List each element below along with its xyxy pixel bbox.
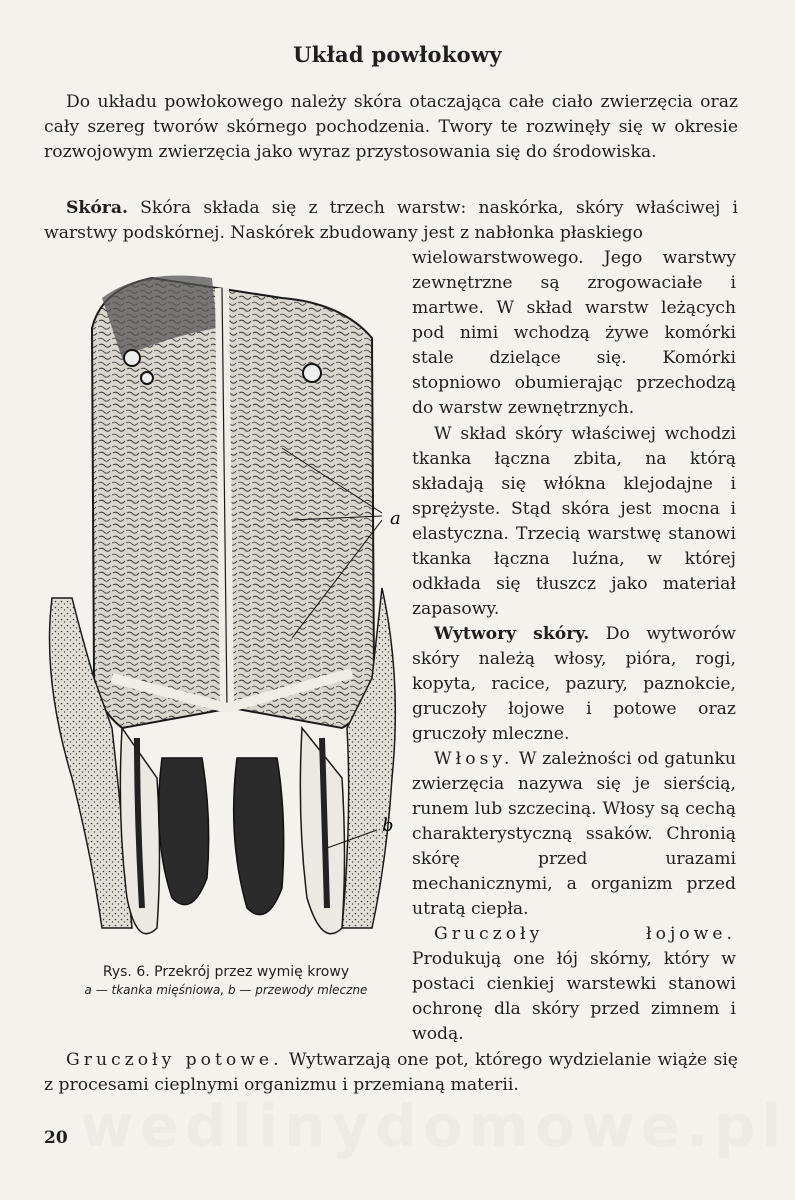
wlosy-heading: Włosy. [434,749,514,769]
gruczoly-potowe-paragraph [44,1048,738,1098]
caption-legend: a — tkanka mięśniowa, b — przewody mleczne [84,983,368,997]
page-number: 20 [44,1128,68,1148]
gruczoly-lojowe-text: Produkują one łój skórny, który w postaci cienkiej warstewki stanowi ochronę dla skóry przed zimnem i wodą. [412,949,736,1044]
wlosy-text: W zależności od gatunku zwierzęcia nazywa się je sierścią, runem lub szczeciną. Włosy są cechą charakterystyczną ssaków. Chronią skórę przed urazami mechanicznymi, a organizm przed utratą ciepła. [412,749,736,919]
skora-column-paragraph [412,246,736,421]
skora-paragraph [44,196,738,246]
figure-caption [50,962,402,999]
wytwory-paragraph [412,622,736,747]
gruczoly-potowe-heading: Gruczoły potowe. [66,1050,283,1070]
skora-text: Skóra składa się z trzech warstw: naskórka, skóry właściwej i warstwy podskórnej. Naskórek zbudowany jest z nabłonka płaskiego [44,198,738,243]
skora-wlasciwa-text: W skład skóry właściwej wchodzi tkanka łączna zbita, na którą składają się włókna klejodajne i sprężyste. Stąd skóra jest mocna i elastyczna. Trzecią warstwę stanowi tkanka łączna luźna, w której odkłada się tłuszcz jako materiał zapasowy. [412,424,736,619]
gruczoly-lojowe-paragraph [412,922,736,1047]
label-a: a [390,508,401,529]
teat-left-inner [159,758,209,905]
skora-heading: Skóra. [66,198,128,218]
wytwory-text: Do wytworów skóry należą włosy, pióra, rogi, kopyta, racice, pazury, paznokcie, gruczoły łojowe i potowe oraz gruczoły mleczne. [412,624,736,744]
gruczoly-lojowe-heading: Gruczoły łojowe. [434,924,736,944]
udder-illustration [42,258,414,948]
wlosy-paragraph [412,747,736,922]
page-title: Układ powłokowy [293,42,502,67]
skora-wlasciwa-paragraph [412,422,736,622]
intro-text: Do układu powłokowego należy skóra otaczająca całe ciało zwierzęcia oraz cały szereg tworów skórnego pochodzenia. Twory te rozwinęły się w okresie rozwojowym zwierzęcia jako wyraz przystosowania się do środowiska. [44,92,738,162]
label-b: b [382,815,394,836]
udder-cross-section-figure [42,258,414,948]
gruczoly-potowe-text: Wytwarzają one pot, którego wydzielanie wiąże się z procesami cieplnymi organizmu i przemianą materii. [44,1050,738,1095]
wytwory-heading: Wytwory skóry. [434,624,590,644]
teat-right-inner [234,758,284,915]
intro-paragraph [44,90,738,165]
skora-column-text: wielowarstwowego. Jego warstwy zewnętrzne są zrogowaciałe i martwe. W skład warstw leżących pod nimi wchodzą żywe komórki stale dzielące się. Komórki stopniowo obumierając przechodzą do warstw zewnętrznych. [412,248,736,418]
caption-title: Rys. 6. Przekrój przez wymię krowy [102,964,350,980]
watermark: wedlinydomowe.pl [80,1092,788,1160]
